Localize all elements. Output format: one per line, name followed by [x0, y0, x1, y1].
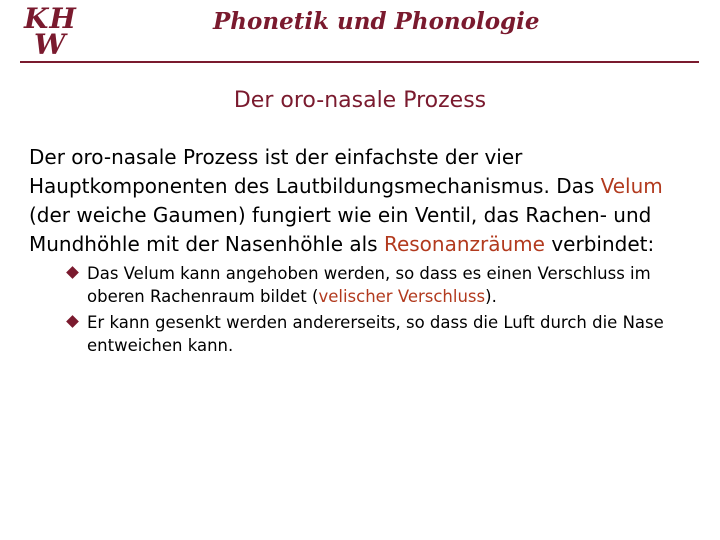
khw-logo	[22, 2, 94, 60]
term-velum: Velum	[600, 174, 663, 198]
header-title: Phonetik und Phonologie	[213, 8, 540, 35]
paragraph-text-3: verbindet:	[544, 232, 655, 256]
diamond-bullet-icon	[66, 266, 79, 279]
header-divider	[20, 61, 699, 63]
paragraph-text-1: Der oro-nasale Prozess ist der einfachste der vier Hauptkomponenten des Lautbildungsmechanismus. Das	[29, 145, 601, 198]
bullet-item	[68, 311, 708, 357]
slide-title: Der oro-nasale Prozess	[233, 88, 487, 113]
bullet-text-1b: ).	[485, 287, 497, 306]
logo-line-2: W	[34, 28, 66, 61]
bullet-list	[68, 262, 708, 360]
term-resonanzraeume: Resonanzräume	[383, 232, 545, 256]
bullet-text-2: Er kann gesenkt werden andererseits, so dass die Luft durch die Nase entweichen kann.	[87, 313, 664, 355]
logo-line-1: KH	[24, 2, 77, 35]
paragraph-text-2: (der weiche Gaumen) fungiert wie ein Ventil, das Rachen- und Mundhöhle mit der Nasenhöhle als	[29, 203, 652, 256]
bullet-item	[68, 262, 708, 308]
main-paragraph	[29, 143, 709, 259]
term-velischer-verschluss: velischer Verschluss	[318, 287, 486, 306]
diamond-bullet-icon	[66, 315, 79, 328]
bullet-text-1a: Das Velum kann angehoben werden, so dass es einen Verschluss im oberen Rachenraum bildet (	[87, 264, 651, 306]
